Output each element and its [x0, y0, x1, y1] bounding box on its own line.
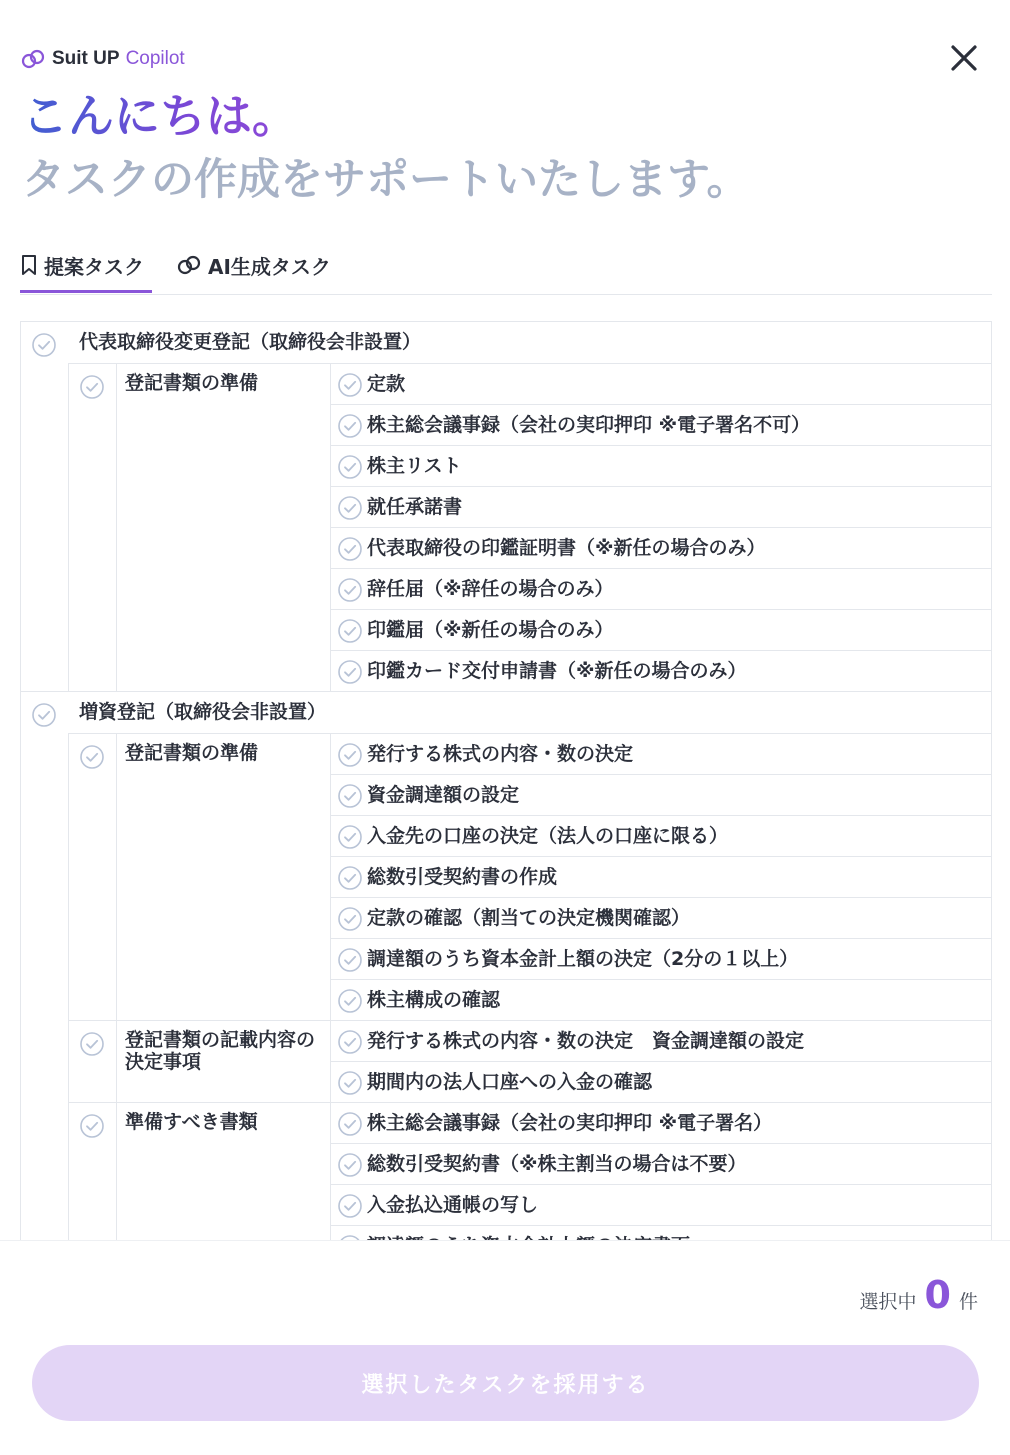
task-group-body	[68, 363, 991, 691]
task-subgroup-title: 準備すべき書類	[125, 1111, 258, 1133]
task-item[interactable]	[331, 1184, 991, 1225]
task-check-icon[interactable]	[337, 372, 363, 398]
task-subgroup	[69, 1020, 991, 1102]
task-item[interactable]	[331, 364, 991, 404]
task-item[interactable]	[331, 734, 991, 774]
task-group	[21, 322, 991, 692]
task-check-icon[interactable]	[337, 783, 363, 809]
task-item-label: 辞任届（※辞任の場合のみ）	[367, 578, 614, 600]
task-item[interactable]	[331, 1103, 991, 1143]
subgroup-check-icon[interactable]	[79, 1113, 105, 1139]
task-item[interactable]	[331, 774, 991, 815]
task-item-label: 総数引受契約書（※株主割当の場合は不要）	[367, 1153, 747, 1175]
task-item-label: 入金払込通帳の写し	[367, 1194, 539, 1216]
task-table-scroll[interactable]	[20, 321, 992, 1240]
task-item-label: 株主総会議事録（会社の実印押印 ※電子署名不可）	[367, 414, 811, 436]
adopt-selected-tasks-button[interactable]: 選択したタスクを採用する	[32, 1345, 979, 1421]
product-name: Copilot	[125, 48, 185, 69]
task-group-title: 代表取締役変更登記（取締役会非設置）	[79, 331, 422, 353]
task-item-label: 株主総会議事録（会社の実印押印 ※電子署名）	[367, 1112, 773, 1134]
task-item-list	[331, 734, 991, 1020]
task-subgroup	[69, 733, 991, 1020]
task-check-icon[interactable]	[337, 1152, 363, 1178]
task-tabs	[20, 238, 992, 295]
selection-count-value: 0	[924, 1273, 951, 1317]
task-item[interactable]	[331, 856, 991, 897]
tab-label: AI生成タスク	[208, 254, 331, 279]
task-item[interactable]	[331, 486, 991, 527]
task-item-label: 入金先の口座の決定（法人の口座に限る）	[367, 825, 729, 847]
task-table	[20, 321, 992, 1267]
greeting-title: こんにちは。	[22, 86, 298, 146]
task-item-list	[331, 1021, 991, 1102]
task-check-icon[interactable]	[337, 413, 363, 439]
task-item-label: 総数引受契約書の作成	[367, 866, 558, 888]
task-check-icon[interactable]	[337, 536, 363, 562]
task-item[interactable]	[331, 1061, 991, 1102]
task-item-label: 調達額のうち資本金計上額の決定（2分の１以上）	[367, 948, 799, 970]
task-check-icon[interactable]	[337, 824, 363, 850]
task-item[interactable]	[331, 815, 991, 856]
group-check-icon[interactable]	[31, 332, 57, 358]
selection-count-prefix: 選択中	[859, 1291, 917, 1313]
task-check-icon[interactable]	[337, 865, 363, 891]
task-group-title: 増資登記（取締役会非設置）	[79, 701, 327, 723]
task-item-label: 印鑑カード交付申請書（※新任の場合のみ）	[367, 660, 747, 682]
task-subgroup-header[interactable]	[69, 1021, 331, 1102]
task-item-label: 発行する株式の内容・数の決定 資金調達額の設定	[367, 1030, 805, 1052]
task-item-label: 就任承諾書	[367, 496, 463, 518]
task-check-icon[interactable]	[337, 454, 363, 480]
divider	[116, 734, 117, 1020]
task-item-label: 印鑑届（※新任の場合のみ）	[367, 619, 614, 641]
bookmark-icon	[20, 254, 38, 276]
divider	[116, 1021, 117, 1102]
task-subgroup-title: 登記書類の準備	[125, 372, 259, 394]
divider	[116, 364, 117, 691]
task-group-body	[68, 733, 991, 1266]
task-check-icon[interactable]	[337, 947, 363, 973]
task-check-icon[interactable]	[337, 618, 363, 644]
task-group-header[interactable]	[21, 692, 991, 733]
task-check-icon[interactable]	[337, 1193, 363, 1219]
task-subgroup-title: 登記書類の記載内容の決定事項	[125, 1029, 316, 1073]
task-item[interactable]	[331, 527, 991, 568]
task-check-icon[interactable]	[337, 577, 363, 603]
active-tab-indicator	[20, 290, 152, 293]
task-item[interactable]	[331, 1021, 991, 1061]
task-check-icon[interactable]	[337, 988, 363, 1014]
footer-bar	[0, 1240, 1010, 1455]
task-item[interactable]	[331, 897, 991, 938]
task-check-icon[interactable]	[337, 1111, 363, 1137]
selection-count	[860, 1275, 978, 1315]
greeting-subtitle: タスクの作成をサポートいたします。	[22, 155, 750, 205]
task-check-icon[interactable]	[337, 659, 363, 685]
brand-name: Suit UP	[52, 48, 120, 69]
task-item-label: 定款の確認（割当ての決定機関確認）	[367, 907, 691, 929]
subgroup-check-icon[interactable]	[79, 374, 105, 400]
suitup-logo-icon	[20, 46, 46, 72]
app-header	[20, 44, 185, 74]
task-item-label: 発行する株式の内容・数の決定	[367, 743, 634, 765]
task-item-label: 株主構成の確認	[367, 989, 501, 1011]
ai-logo-icon	[176, 252, 202, 278]
task-item-list	[331, 364, 991, 691]
task-subgroup	[69, 363, 991, 691]
task-item-label: 株主リスト	[367, 455, 462, 477]
task-subgroup-header[interactable]	[69, 364, 331, 691]
task-check-icon[interactable]	[337, 742, 363, 768]
task-item[interactable]	[331, 609, 991, 650]
task-item-label: 期間内の法人口座への入金の確認	[367, 1071, 653, 1093]
task-group	[21, 692, 991, 1267]
task-item[interactable]	[331, 568, 991, 609]
close-icon[interactable]	[948, 42, 980, 74]
selection-count-suffix: 件	[958, 1291, 978, 1313]
task-item[interactable]	[331, 938, 991, 979]
task-item[interactable]	[331, 650, 991, 691]
task-item[interactable]	[331, 445, 991, 486]
task-item-label: 資金調達額の設定	[367, 784, 520, 806]
task-item-label: 定款	[367, 373, 406, 395]
task-check-icon[interactable]	[337, 1029, 363, 1055]
task-item[interactable]	[331, 404, 991, 445]
task-item-label: 代表取締役の印鑑証明書（※新任の場合のみ）	[367, 537, 766, 559]
tab-ai-generated-tasks[interactable]	[176, 238, 331, 292]
task-subgroup-header[interactable]	[69, 734, 331, 1020]
task-item[interactable]	[331, 979, 991, 1020]
tab-suggested-tasks[interactable]	[20, 238, 152, 292]
task-group-header[interactable]	[21, 322, 991, 363]
task-item[interactable]	[331, 1143, 991, 1184]
subgroup-check-icon[interactable]	[79, 1031, 105, 1057]
task-subgroup-title: 登記書類の準備	[125, 742, 259, 764]
task-check-icon[interactable]	[337, 906, 363, 932]
tab-label: 提案タスク	[44, 254, 144, 279]
group-check-icon[interactable]	[31, 702, 57, 728]
task-check-icon[interactable]	[337, 495, 363, 521]
subgroup-check-icon[interactable]	[79, 744, 105, 770]
task-check-icon[interactable]	[337, 1070, 363, 1096]
